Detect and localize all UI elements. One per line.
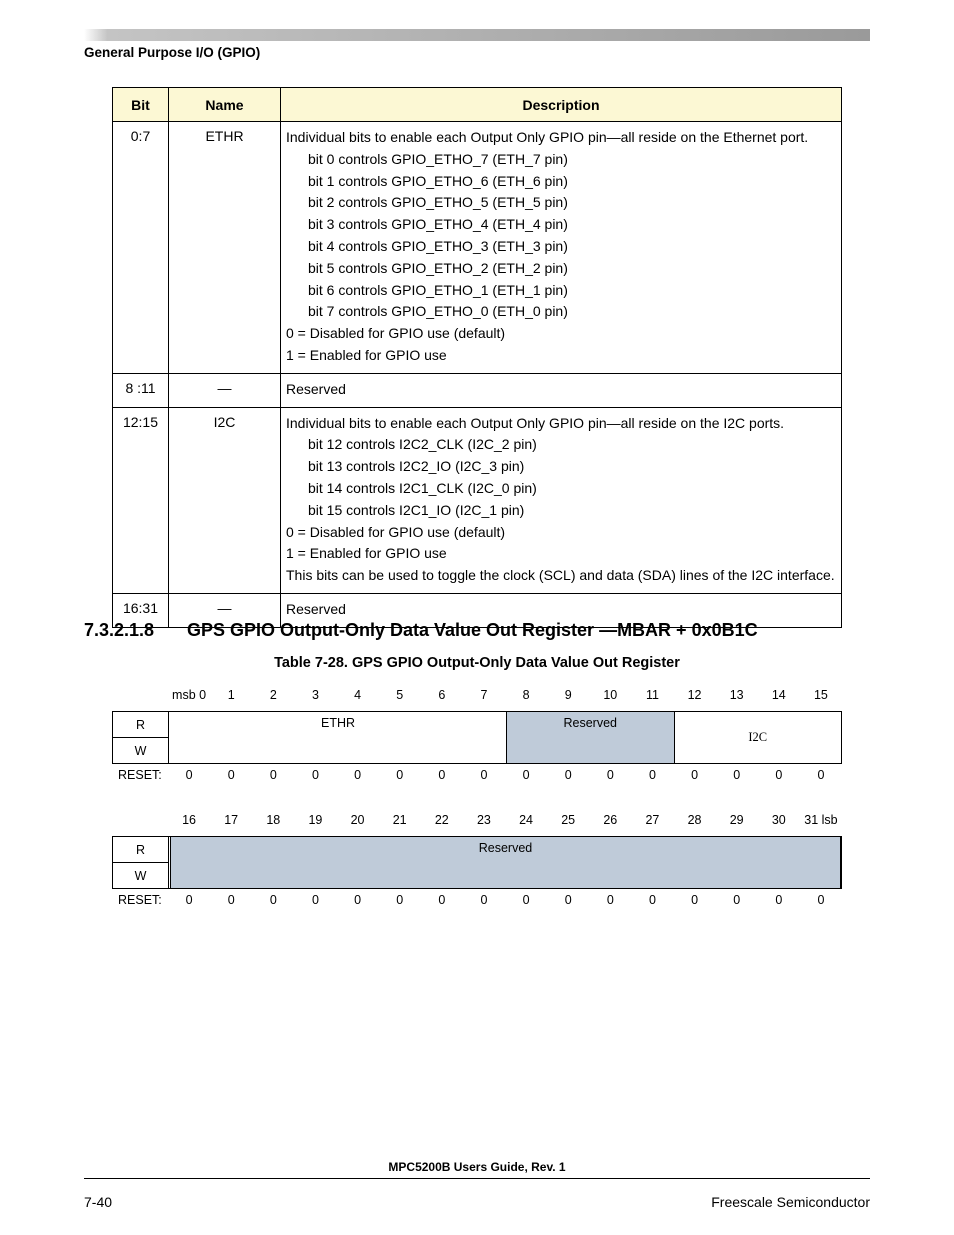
reset-label: RESET:: [118, 768, 162, 782]
description-note: 1 = Enabled for GPIO use: [286, 346, 447, 363]
reset-value: 0: [691, 893, 699, 907]
description-intro: Individual bits to enable each Output Only GPIO pin—all reside on the I2C ports.: [286, 414, 785, 431]
reset-value: 0: [480, 893, 488, 907]
description-bit-item: bit 2 controls GPIO_ETHO_5 (ETH_5 pin): [308, 194, 568, 211]
section-header: General Purpose I/O (GPIO): [84, 45, 261, 60]
reset-value: 0: [691, 768, 699, 782]
description-intro: Individual bits to enable each Output Only GPIO pin—all reside on the Ethernet port.: [286, 129, 809, 145]
bit-number: 12: [687, 688, 702, 702]
read-label: R: [113, 712, 169, 738]
register-field: [675, 712, 842, 763]
register-field: [506, 712, 675, 763]
reset-value: 0: [185, 893, 193, 907]
table-caption: Table 7-28. GPS GPIO Output-Only Data Value Out Register: [274, 655, 680, 671]
bit-number: 10: [603, 688, 618, 702]
reset-value: 0: [354, 768, 362, 782]
reset-value: 0: [817, 768, 825, 782]
bit-number: 23: [476, 813, 491, 827]
footer-company: Freescale Semiconductor: [711, 1194, 870, 1210]
bit-number: 15: [813, 688, 828, 702]
cell-name: —: [169, 593, 281, 627]
reset-value: 0: [227, 768, 235, 782]
register-fields: [112, 711, 842, 764]
description-bit-item: bit 1 controls GPIO_ETHO_6 (ETH_6 pin): [308, 172, 568, 189]
cell-name: I2C: [169, 407, 281, 593]
bit-number: 14: [771, 688, 786, 702]
bit-number: 7: [480, 688, 488, 702]
cell-description: [281, 373, 842, 407]
reset-value: 0: [564, 893, 572, 907]
cell-bit: 16:31: [113, 593, 169, 627]
reset-value: 0: [733, 768, 741, 782]
column-header-name: Name: [169, 88, 281, 122]
register-field-label: ETHR: [320, 716, 356, 730]
reset-row: [112, 768, 842, 784]
reset-value: 0: [396, 893, 404, 907]
bit-number: 26: [603, 813, 618, 827]
bit-number: 22: [434, 813, 449, 827]
description-note: This bits can be used to toggle the clock (SCL) and data (SDA) lines of the I2C interface.: [286, 567, 835, 584]
register-field: [170, 837, 841, 888]
page-number: 7-40: [84, 1194, 113, 1210]
reset-value: 0: [269, 768, 277, 782]
header-bar: [84, 29, 870, 41]
bit-number: 27: [645, 813, 660, 827]
reset-value: 0: [648, 893, 656, 907]
footer-divider: [84, 1178, 870, 1179]
bit-number: 1: [227, 688, 235, 702]
cell-bit: 12:15: [113, 407, 169, 593]
subsection-title: GPS GPIO Output-Only Data Value Out Register —MBAR + 0x0B1C: [187, 620, 758, 640]
subsection-number: 7.3.2.1.8: [84, 620, 155, 640]
reset-value: 0: [438, 768, 446, 782]
read-label: R: [113, 837, 169, 863]
bit-number: 8: [522, 688, 530, 702]
bit-number: 24: [519, 813, 534, 827]
reset-value: 0: [775, 893, 783, 907]
register-fields: [112, 836, 842, 889]
bit-number: 31 lsb: [804, 813, 838, 827]
register-field-label: Reserved: [478, 841, 533, 855]
reset-value: 0: [185, 768, 193, 782]
register-field-label: Reserved: [563, 716, 617, 730]
description-intro: Reserved: [286, 380, 346, 397]
bit-number: 3: [311, 688, 319, 702]
reset-value: 0: [648, 768, 656, 782]
reset-value: 0: [354, 893, 362, 907]
table-header-row: [113, 88, 842, 122]
description-bit-item: bit 0 controls GPIO_ETHO_7 (ETH_7 pin): [308, 150, 568, 167]
description-bit-item: bit 12 controls I2C2_CLK (I2C_2 pin): [308, 436, 537, 453]
bit-number-row: [112, 813, 842, 829]
description-intro: Reserved: [286, 600, 346, 617]
footer-title: MPC5200B Users Guide, Rev. 1: [388, 1160, 566, 1174]
subsection-heading: [84, 620, 758, 641]
bit-number: 2: [269, 688, 277, 702]
reset-value: 0: [775, 768, 783, 782]
reset-value: 0: [606, 768, 614, 782]
cell-description: [281, 122, 842, 374]
table-row: [113, 122, 842, 374]
bit-number: 25: [561, 813, 576, 827]
reset-value: 0: [480, 768, 488, 782]
bit-number: 9: [564, 688, 572, 702]
write-label: W: [113, 863, 169, 889]
bit-number: 13: [729, 688, 744, 702]
bit-number: 29: [729, 813, 744, 827]
reset-value: 0: [522, 893, 530, 907]
bit-number: 17: [224, 813, 239, 827]
reset-value: 0: [396, 768, 404, 782]
bit-number: msb 0: [172, 688, 207, 702]
cell-name: ETHR: [169, 122, 281, 374]
reset-value: 0: [311, 768, 319, 782]
description-bit-item: bit 3 controls GPIO_ETHO_4 (ETH_4 pin): [308, 216, 568, 233]
cell-bit: 8 :11: [113, 373, 169, 407]
reset-value: 0: [227, 893, 235, 907]
column-header-description: Description: [281, 88, 842, 122]
description-bit-item: bit 14 controls I2C1_CLK (I2C_0 pin): [308, 479, 537, 496]
bit-number: 5: [396, 688, 404, 702]
description-note: 0 = Disabled for GPIO use (default): [286, 325, 506, 342]
description-bit-item: bit 15 controls I2C1_IO (I2C_1 pin): [308, 501, 525, 518]
description-note: 1 = Enabled for GPIO use: [286, 545, 447, 562]
description-bit-item: bit 13 controls I2C2_IO (I2C_3 pin): [308, 458, 525, 475]
bit-number: 21: [392, 813, 407, 827]
reset-row: [112, 893, 842, 909]
register-field: [170, 712, 506, 763]
reset-value: 0: [311, 893, 319, 907]
field-description-table: [112, 87, 842, 628]
bit-number: 4: [354, 688, 362, 702]
bit-number: 30: [771, 813, 786, 827]
bit-number: 20: [350, 813, 365, 827]
reset-value: 0: [522, 768, 530, 782]
reset-label: RESET:: [118, 893, 162, 907]
reset-value: 0: [606, 893, 614, 907]
description-bit-item: bit 6 controls GPIO_ETHO_1 (ETH_1 pin): [308, 281, 568, 298]
description-note: 0 = Disabled for GPIO use (default): [286, 523, 506, 540]
column-header-bit: Bit: [113, 88, 169, 122]
reset-value: 0: [733, 893, 741, 907]
reset-value: 0: [817, 893, 825, 907]
bit-number: 6: [438, 688, 446, 702]
reset-value: 0: [269, 893, 277, 907]
table-row: [113, 373, 842, 407]
reset-value: 0: [564, 768, 572, 782]
bit-number: 16: [182, 813, 197, 827]
bit-number: 18: [266, 813, 281, 827]
write-label: W: [113, 738, 169, 764]
description-bit-item: bit 5 controls GPIO_ETHO_2 (ETH_2 pin): [308, 259, 568, 276]
cell-bit: 0:7: [113, 122, 169, 374]
register-field-label: I2C: [748, 730, 768, 744]
bit-number: 28: [687, 813, 702, 827]
description-bit-item: bit 7 controls GPIO_ETHO_0 (ETH_0 pin): [308, 303, 568, 320]
description-bit-item: bit 4 controls GPIO_ETHO_3 (ETH_3 pin): [308, 237, 568, 254]
bit-number: 19: [308, 813, 323, 827]
bit-number-row: [112, 688, 842, 704]
bit-number: 11: [645, 688, 659, 702]
reset-value: 0: [438, 893, 446, 907]
table-row: [113, 407, 842, 593]
cell-name: —: [169, 373, 281, 407]
cell-description: [281, 407, 842, 593]
